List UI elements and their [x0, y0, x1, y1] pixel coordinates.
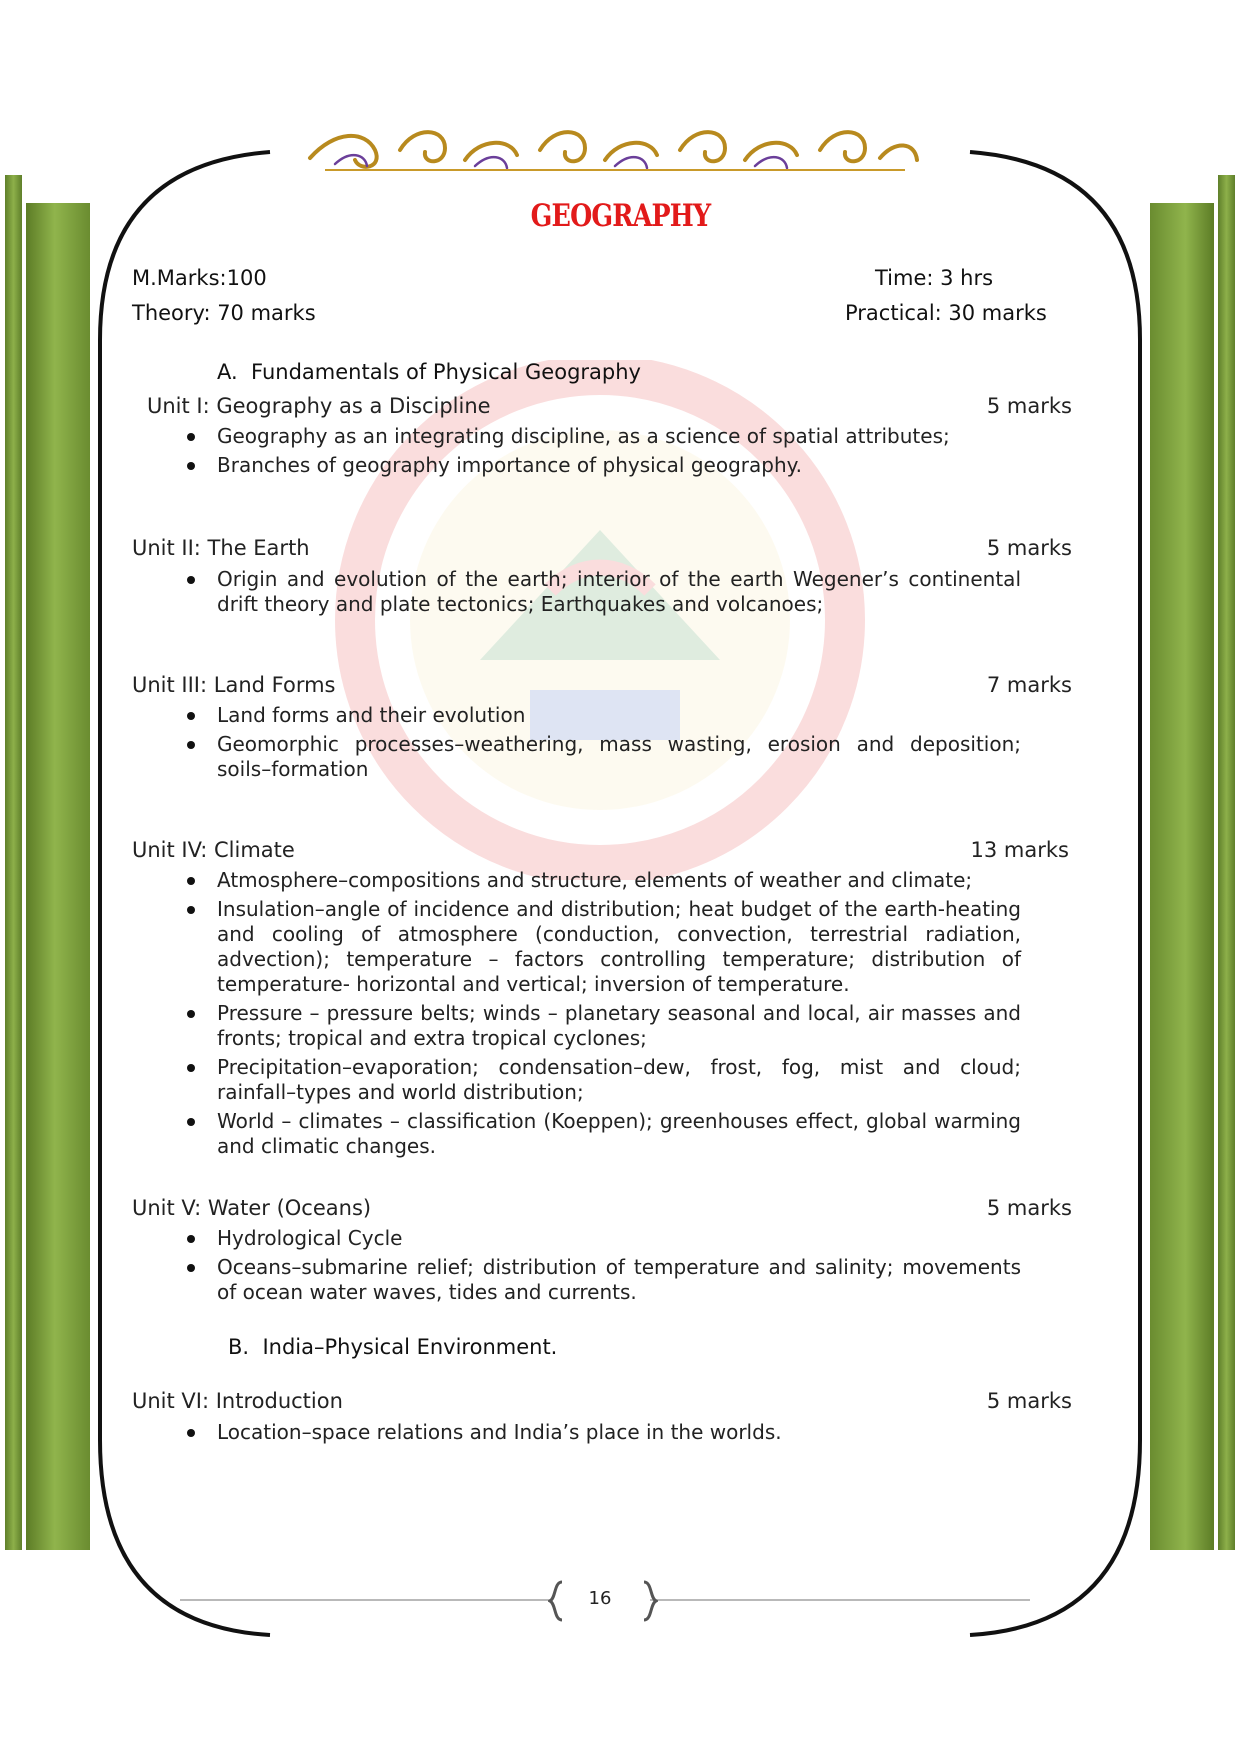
unit-marks: 5 marks [986, 536, 1072, 560]
list-item: World – climates – classification (Koeppen); greenhouses effect, global warming and climatic changes. [183, 1109, 1021, 1159]
unit-title: Unit II: The Earth [132, 536, 310, 560]
page-title: GEOGRAPHY [530, 198, 711, 234]
list-item: Hydrological Cycle [183, 1226, 1021, 1251]
unit-title: Unit IV: Climate [132, 838, 295, 862]
unit-marks: 13 marks [970, 838, 1069, 862]
unit-points [183, 1226, 1021, 1309]
list-item: Location–space relations and India’s place in the worlds. [183, 1420, 1021, 1445]
time-allowed: Time: 3 hrs [875, 266, 994, 290]
list-item: Origin and evolution of the earth; interior of the earth Wegener’s continental drift theory and plate tectonics; Earthquakes and volcanoes; [183, 567, 1021, 617]
section-b-heading [228, 1335, 557, 1359]
list-item: Precipitation–evaporation; condensation–dew, frost, fog, mist and cloud; rainfall–types and world distribution; [183, 1055, 1021, 1105]
list-item: Branches of geography importance of physical geography. [183, 453, 1021, 478]
unit-points [183, 1420, 1021, 1449]
footer-line-right [650, 1599, 1030, 1601]
unit-points [183, 567, 1021, 621]
section-title: India–Physical Environment. [262, 1335, 558, 1359]
footer-line-left [180, 1599, 552, 1601]
unit-title: Unit I: Geography as a Discipline [147, 394, 491, 418]
list-item: Oceans–submarine relief; distribution of temperature and salinity; movements of ocean water waves, tides and currents. [183, 1255, 1021, 1305]
list-item: Pressure – pressure belts; winds – planetary seasonal and local, air masses and fronts; tropical and extra tropical cyclones; [183, 1001, 1021, 1051]
list-item: Land forms and their evolution [183, 703, 1021, 728]
unit-title: Unit V: Water (Oceans) [132, 1196, 372, 1220]
section-a-heading [217, 360, 641, 384]
section-title: Fundamentals of Physical Geography [251, 360, 641, 384]
theory-marks: Theory: 70 marks [132, 301, 316, 325]
unit-title: Unit III: Land Forms [132, 673, 336, 697]
gold-scroll-ornament-icon [305, 120, 925, 180]
unit-points [183, 868, 1021, 1163]
max-marks: M.Marks:100 [132, 266, 267, 290]
unit-points [183, 703, 1021, 786]
unit-marks: 5 marks [986, 394, 1072, 418]
practical-marks: Practical: 30 marks [845, 301, 1047, 325]
unit-marks: 7 marks [986, 673, 1072, 697]
page-number: 16 [588, 1588, 612, 1609]
list-item: Atmosphere–compositions and structure, elements of weather and climate; [183, 868, 1021, 893]
list-item: Insulation–angle of incidence and distribution; heat budget of the earth-heating and cooling of atmosphere (conduction, convection, terrestrial radiation, advection); temperature – factors controlling temperature; distribution of temperature- horizontal and vertical; inversion of temperature. [183, 897, 1021, 997]
section-letter: A. [217, 360, 238, 384]
unit-marks: 5 marks [986, 1389, 1072, 1413]
section-letter: B. [228, 1335, 250, 1359]
unit-marks: 5 marks [986, 1196, 1072, 1220]
list-item: Geomorphic processes–weathering, mass wasting, erosion and deposition; soils–formation [183, 732, 1021, 782]
unit-points [183, 424, 1021, 482]
list-item: Geography as an integrating discipline, as a science of spatial attributes; [183, 424, 1021, 449]
unit-title: Unit VI: Introduction [132, 1389, 343, 1413]
